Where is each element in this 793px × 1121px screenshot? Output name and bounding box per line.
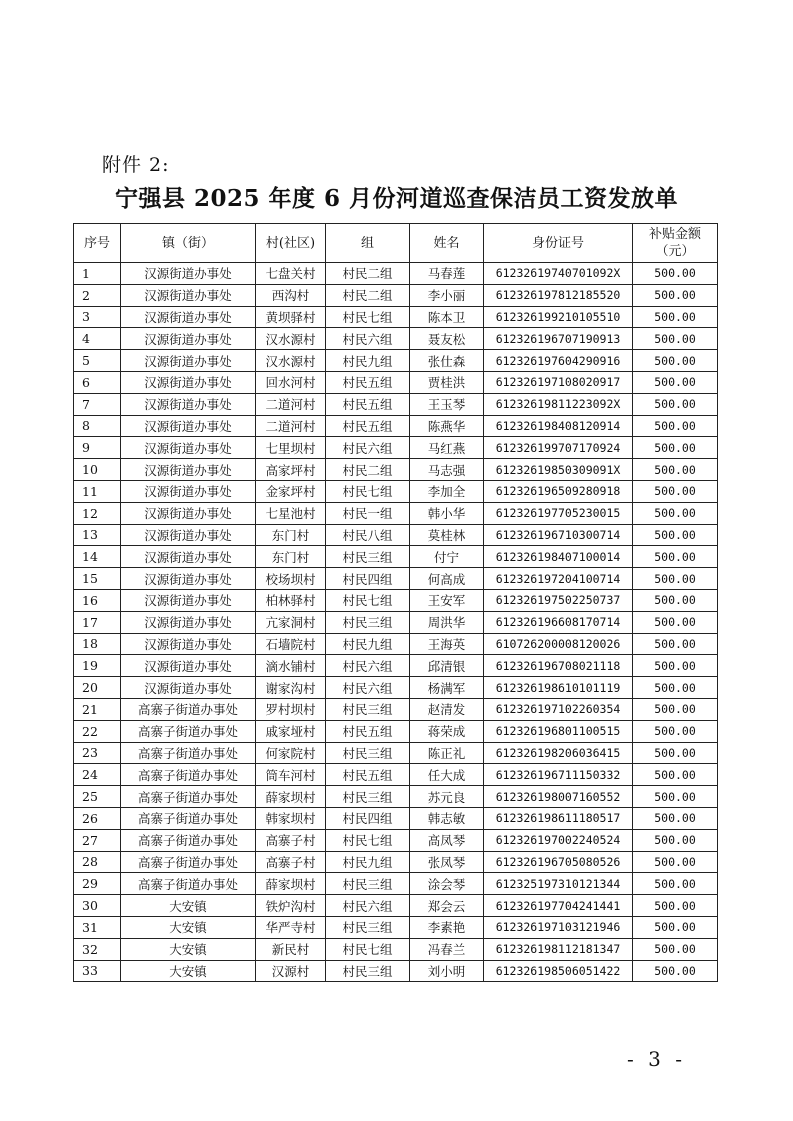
table-row — [74, 786, 718, 808]
name-cell: 聂友松 — [410, 328, 484, 350]
amount-cell: 500.00 — [633, 720, 718, 742]
amount-cell: 500.00 — [633, 807, 718, 829]
amount-header-line1: 补贴金额 — [648, 227, 701, 242]
id-number-cell: 612326199210105510 — [484, 306, 633, 328]
seq-cell: 22 — [74, 720, 121, 742]
amount-cell: 500.00 — [633, 480, 718, 502]
town-cell: 汉源街道办事处 — [121, 371, 256, 393]
amount-cell: 500.00 — [633, 764, 718, 786]
seq-cell: 11 — [74, 480, 121, 502]
group-cell: 村民二组 — [326, 284, 410, 306]
amount-cell: 500.00 — [633, 611, 718, 633]
table-row — [74, 568, 718, 590]
id-number-cell: 612326196710300714 — [484, 524, 633, 546]
town-cell: 汉源街道办事处 — [121, 328, 256, 350]
amount-cell: 500.00 — [633, 698, 718, 720]
name-cell: 马志强 — [410, 459, 484, 481]
amount-cell: 500.00 — [633, 851, 718, 873]
seq-cell: 4 — [74, 328, 121, 350]
town-cell: 大安镇 — [121, 960, 256, 982]
town-cell: 高寨子街道办事处 — [121, 742, 256, 764]
id-number-cell: 612326198610101119 — [484, 677, 633, 699]
town-cell: 高寨子街道办事处 — [121, 829, 256, 851]
id-number-cell: 612326197604290916 — [484, 350, 633, 372]
town-cell: 大安镇 — [121, 938, 256, 960]
town-cell: 汉源街道办事处 — [121, 263, 256, 285]
amount-cell: 500.00 — [633, 895, 718, 917]
group-cell: 村民三组 — [326, 960, 410, 982]
village-cell: 金家坪村 — [256, 480, 326, 502]
group-cell: 村民七组 — [326, 938, 410, 960]
village-cell: 铁炉沟村 — [256, 895, 326, 917]
table-row — [74, 807, 718, 829]
table-row — [74, 437, 718, 459]
village-cell: 黄坝驿村 — [256, 306, 326, 328]
table-row — [74, 720, 718, 742]
town-cell: 汉源街道办事处 — [121, 611, 256, 633]
seq-cell: 17 — [74, 611, 121, 633]
group-cell: 村民七组 — [326, 829, 410, 851]
amount-cell: 500.00 — [633, 960, 718, 982]
village-cell: 高寨子村 — [256, 851, 326, 873]
town-cell: 汉源街道办事处 — [121, 415, 256, 437]
col-header-village: 村(社区) — [256, 224, 326, 263]
village-cell: 高寨子村 — [256, 829, 326, 851]
group-cell: 村民七组 — [326, 480, 410, 502]
amount-header-line2: （元） — [655, 244, 695, 259]
group-cell: 村民三组 — [326, 546, 410, 568]
attachment-label: 附件 2: — [102, 154, 170, 176]
name-cell: 李素艳 — [410, 916, 484, 938]
amount-cell: 500.00 — [633, 938, 718, 960]
group-cell: 村民八组 — [326, 524, 410, 546]
village-cell: 东门村 — [256, 546, 326, 568]
table-row — [74, 960, 718, 982]
table-row — [74, 764, 718, 786]
village-cell: 东门村 — [256, 524, 326, 546]
amount-cell: 500.00 — [633, 873, 718, 895]
name-cell: 贾桂洪 — [410, 371, 484, 393]
name-cell: 高凤琴 — [410, 829, 484, 851]
id-number-cell: 612326197502250737 — [484, 589, 633, 611]
seq-cell: 28 — [74, 851, 121, 873]
seq-cell: 16 — [74, 589, 121, 611]
group-cell: 村民三组 — [326, 916, 410, 938]
table-row — [74, 546, 718, 568]
seq-cell: 12 — [74, 502, 121, 524]
table-body — [74, 263, 718, 982]
town-cell: 汉源街道办事处 — [121, 284, 256, 306]
table-row — [74, 873, 718, 895]
name-cell: 王玉琴 — [410, 393, 484, 415]
table-row — [74, 698, 718, 720]
town-cell: 汉源街道办事处 — [121, 546, 256, 568]
name-cell: 韩志敏 — [410, 807, 484, 829]
village-cell: 筒车河村 — [256, 764, 326, 786]
id-number-cell: 612326197812185520 — [484, 284, 633, 306]
group-cell: 村民五组 — [326, 393, 410, 415]
amount-cell: 500.00 — [633, 633, 718, 655]
seq-cell: 15 — [74, 568, 121, 590]
village-cell: 七盘关村 — [256, 263, 326, 285]
id-number-cell: 612326197204100714 — [484, 568, 633, 590]
seq-cell: 23 — [74, 742, 121, 764]
table-header-row — [74, 224, 718, 263]
group-cell: 村民九组 — [326, 851, 410, 873]
table-row — [74, 371, 718, 393]
amount-cell: 500.00 — [633, 415, 718, 437]
village-cell: 薛家坝村 — [256, 786, 326, 808]
id-number-cell: 612326196509280918 — [484, 480, 633, 502]
seq-cell: 18 — [74, 633, 121, 655]
table-row — [74, 589, 718, 611]
table-row — [74, 480, 718, 502]
name-cell: 莫桂林 — [410, 524, 484, 546]
col-header-town: 镇（街） — [121, 224, 256, 263]
amount-cell: 500.00 — [633, 350, 718, 372]
amount-cell: 500.00 — [633, 459, 718, 481]
id-number-cell: 612326198112181347 — [484, 938, 633, 960]
village-cell: 高家坪村 — [256, 459, 326, 481]
village-cell: 罗村坝村 — [256, 698, 326, 720]
name-cell: 任大成 — [410, 764, 484, 786]
seq-cell: 14 — [74, 546, 121, 568]
id-number-cell: 612325197310121344 — [484, 873, 633, 895]
table-row — [74, 263, 718, 285]
amount-cell: 500.00 — [633, 263, 718, 285]
table-row — [74, 284, 718, 306]
col-header-seq: 序号 — [74, 224, 121, 263]
name-cell: 陈正礼 — [410, 742, 484, 764]
seq-cell: 7 — [74, 393, 121, 415]
town-cell: 汉源街道办事处 — [121, 677, 256, 699]
amount-cell: 500.00 — [633, 306, 718, 328]
amount-cell: 500.00 — [633, 371, 718, 393]
village-cell: 新民村 — [256, 938, 326, 960]
village-cell: 何家院村 — [256, 742, 326, 764]
page-number: - 3 - — [627, 1047, 686, 1071]
amount-cell: 500.00 — [633, 677, 718, 699]
group-cell: 村民七组 — [326, 306, 410, 328]
group-cell: 村民六组 — [326, 677, 410, 699]
group-cell: 村民五组 — [326, 720, 410, 742]
group-cell: 村民三组 — [326, 742, 410, 764]
seq-cell: 20 — [74, 677, 121, 699]
amount-cell: 500.00 — [633, 829, 718, 851]
id-number-cell: 612326198206036415 — [484, 742, 633, 764]
village-cell: 西沟村 — [256, 284, 326, 306]
table-row — [74, 306, 718, 328]
village-cell: 韩家坝村 — [256, 807, 326, 829]
town-cell: 大安镇 — [121, 916, 256, 938]
group-cell: 村民四组 — [326, 807, 410, 829]
group-cell: 村民三组 — [326, 786, 410, 808]
seq-cell: 30 — [74, 895, 121, 917]
town-cell: 汉源街道办事处 — [121, 633, 256, 655]
amount-cell: 500.00 — [633, 524, 718, 546]
id-number-cell: 612326197002240524 — [484, 829, 633, 851]
group-cell: 村民四组 — [326, 568, 410, 590]
group-cell: 村民一组 — [326, 502, 410, 524]
id-number-cell: 612326197704241441 — [484, 895, 633, 917]
id-number-cell: 612326197705230015 — [484, 502, 633, 524]
name-cell: 韩小华 — [410, 502, 484, 524]
village-cell: 谢家沟村 — [256, 677, 326, 699]
document-title: 宁强县 2025 年度 6 月份河道巡查保洁员工资发放单 — [114, 185, 679, 212]
amount-cell: 500.00 — [633, 568, 718, 590]
seq-cell: 24 — [74, 764, 121, 786]
village-cell: 七里坝村 — [256, 437, 326, 459]
col-header-name: 姓名 — [410, 224, 484, 263]
seq-cell: 6 — [74, 371, 121, 393]
group-cell: 村民六组 — [326, 895, 410, 917]
name-cell: 苏元良 — [410, 786, 484, 808]
village-cell: 汉水源村 — [256, 328, 326, 350]
id-number-cell: 612326198408120914 — [484, 415, 633, 437]
group-cell: 村民二组 — [326, 459, 410, 481]
id-number-cell: 61232619811223092X — [484, 393, 633, 415]
id-number-cell: 612326196705080526 — [484, 851, 633, 873]
amount-cell: 500.00 — [633, 328, 718, 350]
seq-cell: 1 — [74, 263, 121, 285]
amount-cell: 500.00 — [633, 786, 718, 808]
town-cell: 汉源街道办事处 — [121, 568, 256, 590]
village-cell: 回水河村 — [256, 371, 326, 393]
village-cell: 华严寺村 — [256, 916, 326, 938]
amount-cell: 500.00 — [633, 589, 718, 611]
id-number-cell: 612326198407100014 — [484, 546, 633, 568]
group-cell: 村民五组 — [326, 764, 410, 786]
name-cell: 王海英 — [410, 633, 484, 655]
seq-cell: 10 — [74, 459, 121, 481]
name-cell: 冯春兰 — [410, 938, 484, 960]
village-cell: 二道河村 — [256, 415, 326, 437]
table-row — [74, 393, 718, 415]
seq-cell: 2 — [74, 284, 121, 306]
table-row — [74, 633, 718, 655]
name-cell: 陈燕华 — [410, 415, 484, 437]
town-cell: 汉源街道办事处 — [121, 459, 256, 481]
table-row — [74, 328, 718, 350]
village-cell: 亢家洞村 — [256, 611, 326, 633]
id-number-cell: 612326197102260354 — [484, 698, 633, 720]
group-cell: 村民九组 — [326, 350, 410, 372]
amount-cell: 500.00 — [633, 742, 718, 764]
town-cell: 汉源街道办事处 — [121, 393, 256, 415]
table-row — [74, 938, 718, 960]
group-cell: 村民七组 — [326, 589, 410, 611]
id-number-cell: 61232619850309091X — [484, 459, 633, 481]
name-cell: 付宁 — [410, 546, 484, 568]
table-row — [74, 677, 718, 699]
name-cell: 刘小明 — [410, 960, 484, 982]
village-cell: 石墙院村 — [256, 633, 326, 655]
group-cell: 村民二组 — [326, 263, 410, 285]
name-cell: 郑会云 — [410, 895, 484, 917]
town-cell: 汉源街道办事处 — [121, 437, 256, 459]
seq-cell: 19 — [74, 655, 121, 677]
seq-cell: 27 — [74, 829, 121, 851]
name-cell: 蒋荣成 — [410, 720, 484, 742]
group-cell: 村民五组 — [326, 371, 410, 393]
table-row — [74, 742, 718, 764]
wage-roster-table — [73, 223, 718, 982]
town-cell: 汉源街道办事处 — [121, 502, 256, 524]
amount-cell: 500.00 — [633, 655, 718, 677]
seq-cell: 31 — [74, 916, 121, 938]
name-cell: 杨满军 — [410, 677, 484, 699]
name-cell: 涂会琴 — [410, 873, 484, 895]
amount-cell: 500.00 — [633, 502, 718, 524]
seq-cell: 26 — [74, 807, 121, 829]
town-cell: 大安镇 — [121, 895, 256, 917]
table-row — [74, 502, 718, 524]
group-cell: 村民六组 — [326, 655, 410, 677]
table-row — [74, 851, 718, 873]
town-cell: 高寨子街道办事处 — [121, 698, 256, 720]
id-number-cell: 612326197103121946 — [484, 916, 633, 938]
amount-cell: 500.00 — [633, 546, 718, 568]
village-cell: 滴水铺村 — [256, 655, 326, 677]
id-number-cell: 612326199707170924 — [484, 437, 633, 459]
name-cell: 张仕森 — [410, 350, 484, 372]
group-cell: 村民三组 — [326, 873, 410, 895]
id-number-cell: 610726200008120026 — [484, 633, 633, 655]
village-cell: 柏林驿村 — [256, 589, 326, 611]
town-cell: 高寨子街道办事处 — [121, 873, 256, 895]
id-number-cell: 612326196801100515 — [484, 720, 633, 742]
seq-cell: 8 — [74, 415, 121, 437]
table-row — [74, 350, 718, 372]
group-cell: 村民六组 — [326, 437, 410, 459]
table-row — [74, 459, 718, 481]
amount-cell: 500.00 — [633, 284, 718, 306]
village-cell: 汉水源村 — [256, 350, 326, 372]
town-cell: 汉源街道办事处 — [121, 655, 256, 677]
seq-cell: 33 — [74, 960, 121, 982]
amount-cell: 500.00 — [633, 393, 718, 415]
name-cell: 马红燕 — [410, 437, 484, 459]
name-cell: 赵清发 — [410, 698, 484, 720]
group-cell: 村民三组 — [326, 611, 410, 633]
seq-cell: 3 — [74, 306, 121, 328]
village-cell: 二道河村 — [256, 393, 326, 415]
id-number-cell: 612326198506051422 — [484, 960, 633, 982]
seq-cell: 25 — [74, 786, 121, 808]
id-number-cell: 612326197108020917 — [484, 371, 633, 393]
seq-cell: 32 — [74, 938, 121, 960]
town-cell: 高寨子街道办事处 — [121, 851, 256, 873]
village-cell: 七星池村 — [256, 502, 326, 524]
name-cell: 周洪华 — [410, 611, 484, 633]
table-row — [74, 524, 718, 546]
group-cell: 村民三组 — [326, 698, 410, 720]
seq-cell: 29 — [74, 873, 121, 895]
village-cell: 薛家坝村 — [256, 873, 326, 895]
name-cell: 马春莲 — [410, 263, 484, 285]
col-header-group: 组 — [326, 224, 410, 263]
town-cell: 汉源街道办事处 — [121, 480, 256, 502]
amount-cell: 500.00 — [633, 437, 718, 459]
village-cell: 校场坝村 — [256, 568, 326, 590]
village-cell: 汉源村 — [256, 960, 326, 982]
name-cell: 李加全 — [410, 480, 484, 502]
seq-cell: 5 — [74, 350, 121, 372]
table-row — [74, 611, 718, 633]
name-cell: 邱清银 — [410, 655, 484, 677]
id-number-cell: 612326196707190913 — [484, 328, 633, 350]
id-number-cell: 612326196711150332 — [484, 764, 633, 786]
col-header-amount — [633, 224, 718, 263]
town-cell: 汉源街道办事处 — [121, 306, 256, 328]
id-number-cell: 612326198007160552 — [484, 786, 633, 808]
group-cell: 村民五组 — [326, 415, 410, 437]
table-row — [74, 829, 718, 851]
id-number-cell: 612326198611180517 — [484, 807, 633, 829]
table-row — [74, 895, 718, 917]
village-cell: 戚家垭村 — [256, 720, 326, 742]
town-cell: 汉源街道办事处 — [121, 350, 256, 372]
town-cell: 高寨子街道办事处 — [121, 807, 256, 829]
id-number-cell: 612326196708021118 — [484, 655, 633, 677]
name-cell: 张凤琴 — [410, 851, 484, 873]
id-number-cell: 61232619740701092X — [484, 263, 633, 285]
name-cell: 陈本卫 — [410, 306, 484, 328]
name-cell: 何高成 — [410, 568, 484, 590]
town-cell: 高寨子街道办事处 — [121, 764, 256, 786]
group-cell: 村民六组 — [326, 328, 410, 350]
col-header-id-number: 身份证号 — [484, 224, 633, 263]
seq-cell: 9 — [74, 437, 121, 459]
seq-cell: 21 — [74, 698, 121, 720]
town-cell: 高寨子街道办事处 — [121, 720, 256, 742]
name-cell: 王安军 — [410, 589, 484, 611]
group-cell: 村民九组 — [326, 633, 410, 655]
amount-cell: 500.00 — [633, 916, 718, 938]
id-number-cell: 612326196608170714 — [484, 611, 633, 633]
table-row — [74, 655, 718, 677]
town-cell: 汉源街道办事处 — [121, 524, 256, 546]
town-cell: 高寨子街道办事处 — [121, 786, 256, 808]
seq-cell: 13 — [74, 524, 121, 546]
name-cell: 李小丽 — [410, 284, 484, 306]
table-row — [74, 916, 718, 938]
table-row — [74, 415, 718, 437]
town-cell: 汉源街道办事处 — [121, 589, 256, 611]
